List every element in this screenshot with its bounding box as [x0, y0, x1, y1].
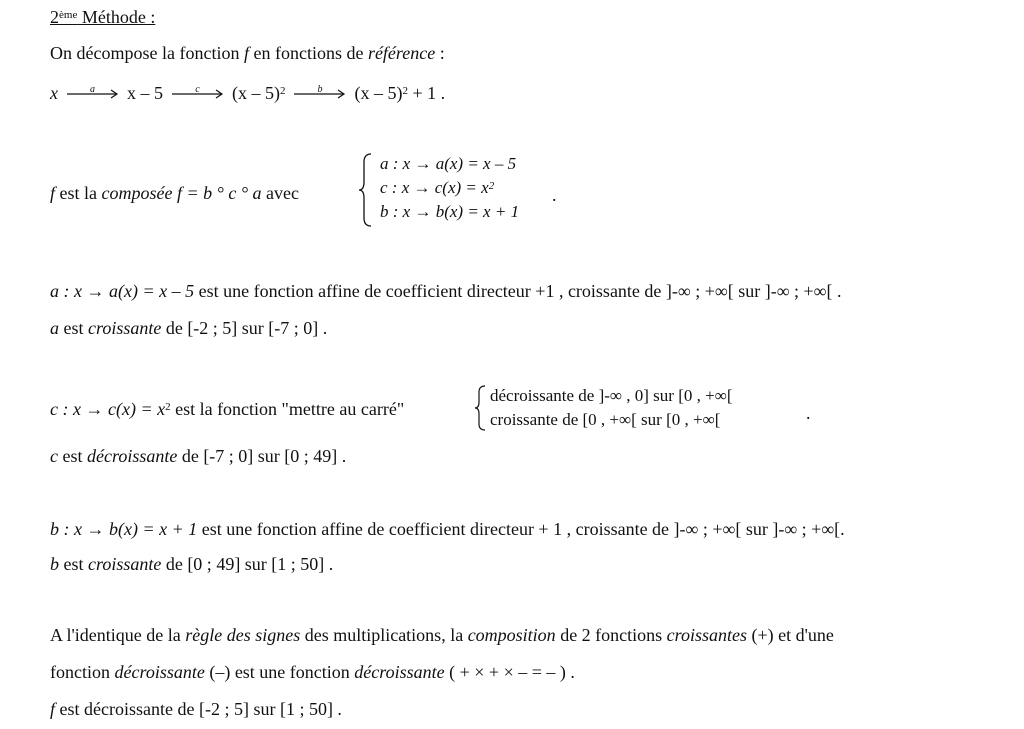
composition-period: .: [552, 185, 557, 205]
composition-system: [380, 152, 519, 224]
rule2-a: fonction: [50, 662, 115, 682]
rule1-e: de 2 fonctions: [555, 625, 667, 645]
chain-exp-3: 2: [280, 85, 286, 97]
heading-title: Méthode :: [77, 7, 156, 27]
compose-formula: f = b ° c ° a: [172, 183, 262, 203]
intro-f: f: [243, 43, 249, 63]
a-conc-word: croissante: [88, 318, 162, 338]
intro-line: [50, 42, 445, 64]
long-arrow-icon: [172, 82, 224, 104]
system-line-c: c : x → c(x) = x: [380, 178, 489, 197]
arrow-b: [294, 82, 346, 104]
rule2-e: ( + × + × – = – ) .: [444, 662, 575, 682]
c-conc-text-2: de [-7 ; 0] sur [0 ; 49] .: [177, 446, 347, 466]
rule2-b: décroissante: [114, 662, 205, 682]
b-conc-word: croissante: [88, 554, 162, 574]
rule1-d: composition: [467, 625, 556, 645]
arrow-label-c: c: [195, 84, 200, 95]
arrow-label-a: a: [90, 84, 95, 95]
intro-reference: référence: [367, 43, 436, 63]
c-conc-text-1: est: [58, 446, 87, 466]
c-conclusion-line: [50, 445, 346, 467]
left-brace-icon: [474, 384, 488, 432]
rule1-c: des multiplications, la: [300, 625, 468, 645]
c-var: c: [50, 446, 58, 466]
c-period: .: [806, 403, 811, 423]
final-text: est décroissante de [-2 ; 5] sur [1 ; 50] .: [55, 699, 342, 719]
arrow-label-b: b: [317, 84, 323, 95]
intro-colon: :: [435, 43, 445, 63]
left-brace-icon: [358, 152, 374, 228]
a-conc-text-2: de [-2 ; 5] sur [-7 ; 0] .: [161, 318, 328, 338]
b-conc-text-2: de [0 ; 49] sur [1 ; 50] .: [161, 554, 334, 574]
a-definition: a : x → a(x) = x – 5: [50, 281, 195, 301]
chain-term-4: (x – 5): [354, 83, 403, 103]
chain-term-1: x: [50, 83, 58, 103]
chain-term-3: (x – 5): [232, 83, 280, 103]
c-variation-system: [490, 384, 732, 432]
long-arrow-icon: [67, 82, 119, 104]
arrow-c: [172, 82, 224, 104]
compose-f: f: [50, 183, 56, 203]
long-arrow-icon: [294, 82, 346, 104]
heading-superscript: ème: [59, 9, 78, 21]
section-heading: [50, 6, 155, 28]
rule-line-2: [50, 661, 575, 683]
rule-line-1: [50, 624, 834, 646]
b-definition-line: [50, 518, 845, 540]
compose-avec: avec: [261, 183, 300, 203]
b-definition: b : x → b(x) = x + 1: [50, 519, 198, 539]
system-line-c-wrap: [380, 176, 519, 200]
rule1-g: (+) et d'une: [747, 625, 834, 645]
intro-text-2: en fonctions de: [248, 43, 368, 63]
b-description: est une fonction affine de coefficient directeur + 1 , croissante de ]-∞ ; +∞[ sur ]-∞ ; +∞[.: [197, 519, 845, 539]
intro-text-1: On décompose la fonction: [50, 43, 244, 63]
heading-number: 2: [50, 7, 59, 27]
rule1-a: A l'identique de la: [50, 625, 186, 645]
b-conc-text-1: est: [59, 554, 88, 574]
chain-term-2: x – 5: [127, 83, 163, 103]
chain-term-4-tail: + 1 .: [408, 83, 446, 103]
compose-word: composée: [101, 183, 173, 203]
final-f: f: [50, 699, 56, 719]
chain-exp-4: 2: [402, 85, 408, 97]
compose-text-1: est la: [55, 183, 102, 203]
a-definition-line: [50, 280, 842, 302]
final-line: [50, 698, 342, 720]
system-line-a: a : x → a(x) = x – 5: [380, 154, 517, 173]
c-variation-line-2: croissante de [0 , +∞[ sur [0 , +∞[: [490, 410, 721, 429]
a-var: a: [50, 318, 59, 338]
b-var: b: [50, 554, 59, 574]
b-conclusion-line: [50, 553, 333, 575]
c-description: est la fonction "mettre au carré": [170, 399, 405, 419]
rule1-f: croissantes: [666, 625, 748, 645]
rule2-c: (–) est une fonction: [204, 662, 355, 682]
c-conc-word: décroissante: [87, 446, 178, 466]
rule1-b: règle des signes: [185, 625, 301, 645]
c-definition-exp: 2: [165, 401, 171, 413]
c-variation-line-1: décroissante de ]-∞ , 0] sur [0 , +∞[: [490, 386, 733, 405]
a-conc-text-1: est: [59, 318, 88, 338]
composition-line: [50, 182, 299, 204]
a-conclusion-line: [50, 317, 327, 339]
arrow-a: [67, 82, 119, 104]
c-definition: c : x → c(x) = x: [50, 399, 166, 419]
system-line-c-exp: 2: [488, 180, 495, 192]
rule2-d: décroissante: [354, 662, 445, 682]
system-line-b: b : x → b(x) = x + 1: [380, 202, 520, 221]
c-definition-line: [50, 398, 404, 420]
a-description: est une fonction affine de coefficient directeur +1 , croissante de ]-∞ ; +∞[ sur ]-∞ ; +∞[ .: [194, 281, 842, 301]
decomposition-chain: [50, 82, 445, 104]
